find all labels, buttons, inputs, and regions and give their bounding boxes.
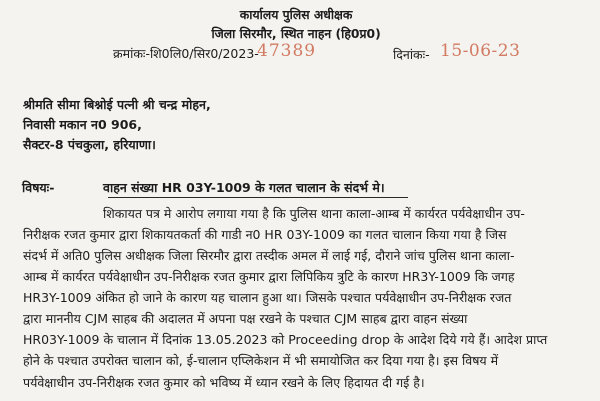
subject-underline <box>108 197 408 198</box>
office-heading: कार्यालय पुलिस अधीक्षक <box>239 7 353 22</box>
subject-text: वाहन संख्या HR 03Y-1009 के गलत चालान के संदर्भ मे। <box>103 180 385 195</box>
body-line: HR3Y-1009 अंकित हो जाने के कारण यह चालान हुआ था। जिसके पश्चात पर्यवेक्षाधीन उप-निरीक्षक रजत <box>23 290 512 305</box>
subject-label: विषयः- <box>22 180 55 195</box>
reference-number-handwritten: 47389 <box>257 41 317 61</box>
body-line: निरीक्षक रजत कुमार द्वारा शिकायतकर्ता की गाडी न0 HR 03Y-1009 का गलत चालान किया गया है जिस <box>23 227 507 242</box>
body-line: होने के पश्चात उपरोक्त चालान को, ई-चालान एप्लिकेशन में भी समायोजित कर दिया गया है। इस विषय में <box>23 353 499 368</box>
body-line: पर्यवेक्षाधीन उप-निरीक्षक रजत कुमार को भविष्य में ध्यान रखने के लिए हिदायत दी गई है। <box>23 375 425 390</box>
addressee-line: निवासी मकान न0 906, <box>23 117 142 132</box>
addressee-line: सैक्टर-8 पंचकुला, हरियाणा। <box>23 137 156 152</box>
body-line: HR03Y-1009 के चालान में दिनांक 13.05.2023 को Proceeding drop के आदेश दिये गये हैं। आदेश प्राप्त <box>23 332 548 347</box>
body-line: आम्ब में कार्यरत पर्यवेक्षाधीन उप-निरीक्षक रजत कुमार द्वारा लिपिकिय त्रुटि के कारण HR3Y-1009 कि जगह <box>23 269 515 284</box>
body-line: संदर्भ में अति0 पुलिस अधीक्षक जिला सिरमौर द्वारा तस्दीक अमल में लाई गई, दौराने जांच पुलिस थाना काला- <box>23 248 515 263</box>
addressee-line: श्रीमति सीमा बिश्नोई पत्नी श्री चन्द्र मोहन, <box>23 97 211 112</box>
reference-label: क्रमांकः-शि0लि0/सिर0/2023- <box>113 46 259 61</box>
body-line: द्वारा माननीय CJM साहब की अदालत में अपना पक्ष रखने के पश्चात CJM साहब द्वारा वाहन संख्या <box>23 311 468 326</box>
date-label: दिनांकः- <box>393 47 430 62</box>
district-heading: जिला सिरमौर, स्थित नाहन (हि0प्र0) <box>211 26 381 41</box>
date-handwritten: 15-06-23 <box>440 41 521 61</box>
body-line: शिकायत पत्र मे आरोप लगाया गया है कि पुलिस थाना काला-आम्ब में कार्यरत पर्यवेक्षाधीन उप- <box>103 206 525 221</box>
